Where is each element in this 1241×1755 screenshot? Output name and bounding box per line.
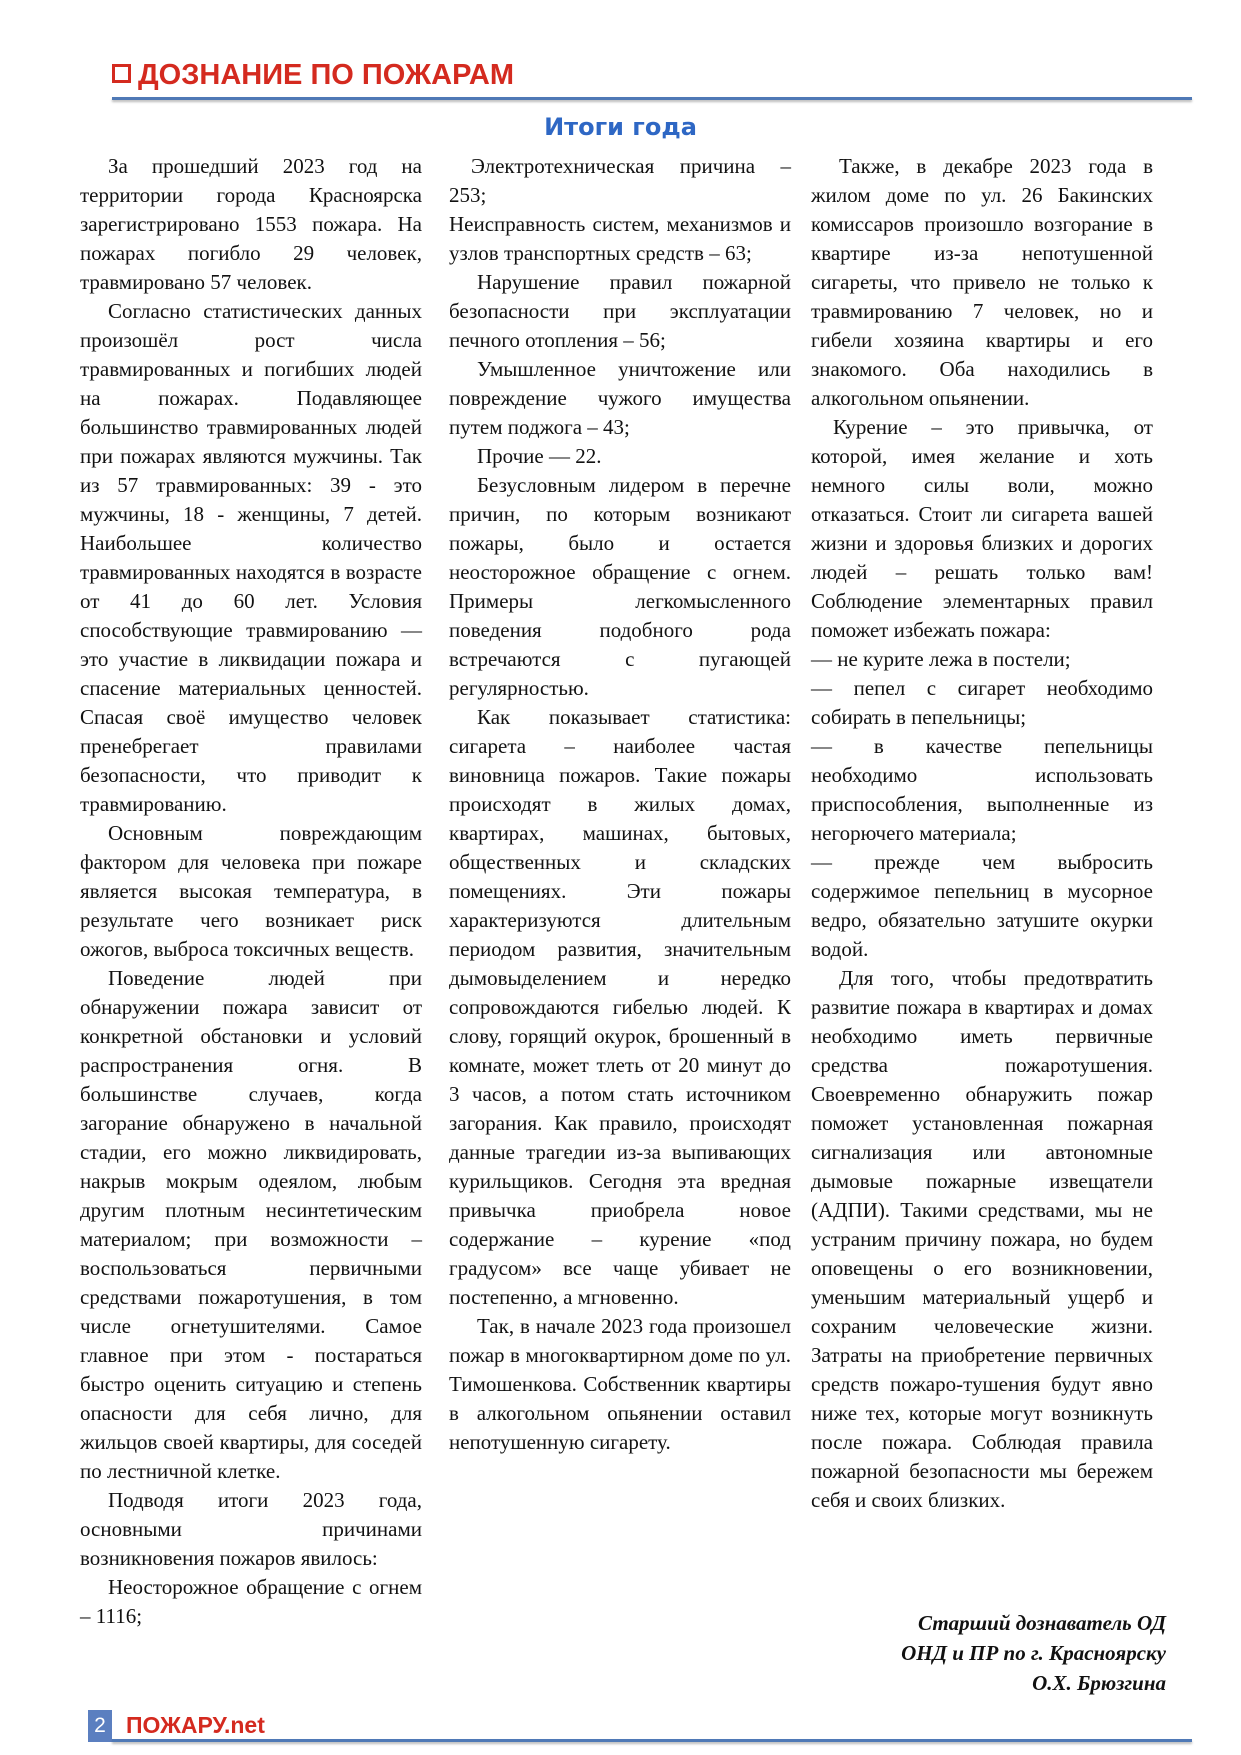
safety-rule-item: — не курите лежа в постели; (811, 647, 1071, 671)
cause-item: Неосторожное обращение с огнем – 1116; (80, 1575, 422, 1628)
cause-item: Электротехническая причина – 253; (449, 154, 791, 207)
section-header (112, 56, 514, 94)
cause-item: Умышленное уничтожение или повреждение чужого имущества путем поджога – 43; (449, 357, 791, 439)
text-column-1 (80, 152, 422, 1631)
paragraph: Как показывает статистика: сигарета – наиболее частая виновница пожаров. Такие пожары происходят в жилых домах, квартирах, машинах, бытовых, общественных и складских помещениях. Эти пожары характеризуются длительным периодом развития, значительным дымовыделением и нередко сопровождаются гибелью людей. К слову, горящий окурок, брошенный в комнате, может тлеть от 20 минут до 3 часов, а потом стать источником загорания. Как правило, происходят данные трагедии из-за выпивающих курильщиков. Сегодня эта вредная привычка приобрела новое содержание – курение «под градусом» все чаще убивает не постепенно, а мгновенно. (449, 705, 791, 1309)
text-column-3 (811, 152, 1153, 1515)
section-title: ДОЗНАНИЕ ПО ПОЖАРАМ (138, 59, 514, 91)
safety-rule-item: — пепел с сигарет необходимо собирать в пепельницы; (811, 676, 1153, 729)
page-number: 2 (88, 1710, 112, 1742)
checkbox-icon (112, 64, 131, 83)
cause-item: Прочие — 22. (477, 444, 602, 468)
safety-rule-item: — прежде чем выбросить содержимое пепельниц в мусорное ведро, обязательно затушите окурки водой. (811, 850, 1153, 961)
magazine-brand: ПОЖАРУ.net (126, 1712, 265, 1738)
paragraph: Так, в начале 2023 года произошел пожар в многоквартирном доме по ул. Тимошенкова. Собственник квартиры в алкогольном опьянении оставил непотушенную сигарету. (449, 1314, 791, 1454)
paragraph: Также, в декабре 2023 года в жилом доме по ул. 26 Бакинских комиссаров произошло возгорание в квартире из-за непотушенной сигареты, что привело не только к травмированию 7 человек, но и гибели хозяина квартиры и его знакомого. Оба находились в алкогольном опьянении. (811, 154, 1153, 410)
signature-name: О.Х. Брюзгина (1032, 1671, 1166, 1695)
safety-rule-item: — в качестве пепельницы необходимо использовать приспособления, выполненные из негорючего материала; (811, 734, 1153, 845)
paragraph: Подводя итоги 2023 года, основными причинами возникновения пожаров явилось: (80, 1488, 422, 1570)
header-divider (112, 97, 1192, 100)
author-signature (766, 1608, 1166, 1698)
paragraph: Основным повреждающим фактором для человека при пожаре является высокая температура, в результате чего возникает риск ожогов, выброса токсичных веществ. (80, 821, 422, 961)
cause-item: Неисправность систем, механизмов и узлов транспортных средств – 63; (449, 212, 791, 265)
signature-position: Старший дознаватель ОД (918, 1611, 1166, 1635)
article-title: Итоги года (544, 113, 697, 141)
paragraph: Для того, чтобы предотвратить развитие пожара в квартирах и домах необходимо иметь первичные средства пожаротушения. Своевременно обнаружить пожар поможет установленная пожарная сигнализация или автономные дымовые пожарные извещатели (АДПИ). Такими средствами, мы не устраним причину пожара, но будем оповещены о его возникновении, уменьшим материальный ущерб и сохраним человеческие жизни. Затраты на приобретение первичных средств пожаро-тушения будут явно ниже тех, которые могут возникнуть после пожара. Соблюдая правила пожарной безопасности мы бережем себя и своих близких. (811, 966, 1153, 1512)
paragraph: За прошедший 2023 год на территории города Красноярска зарегистрировано 1553 пожара. На пожарах погибло 29 человек, травмировано 57 человек. (80, 154, 422, 294)
signature-department: ОНД и ПР по г. Красноярску (901, 1641, 1166, 1665)
paragraph: Поведение людей при обнаружении пожара зависит от конкретной обстановки и условий распространения огня. В большинстве случаев, когда загорание обнаружено в начальной стадии, его можно ликвидировать, накрыв мокрым одеялом, любым другим плотным несинтетическим материалом; при возможности – воспользоваться первичными средствами пожаротушения, в том числе огнетушителями. Самое главное при этом - постараться быстро оценить ситуацию и степень опасности для себя лично, для жильцов своей квартиры, для соседей по лестничной клетке. (80, 966, 422, 1483)
footer-divider (112, 1739, 1192, 1742)
cause-item: Нарушение правил пожарной безопасности при эксплуатации печного отопления – 56; (449, 270, 791, 352)
paragraph: Согласно статистических данных произошёл рост числа травмированных и погибших людей на пожарах. Подавляющее большинство травмированных людей при пожарах являются мужчины. Так из 57 травмированных: 39 - это мужчины, 18 - женщины, 7 детей. Наибольшее количество травмированных находятся в возрасте от 41 до 60 лет. Условия способствующие травмированию — это участие в ликвидации пожара и спасение материальных ценностей. Спасая своё имущество человек пренебрегает правилами безопасности, что приводит к травмированию. (80, 299, 422, 816)
text-column-2 (449, 152, 791, 1457)
paragraph: Безусловным лидером в перечне причин, по которым возникают пожары, было и остается неосторожное обращение с огнем. Примеры легкомысленного поведения подобного рода встречаются с пугающей регулярностью. (449, 473, 791, 700)
paragraph: Курение – это привычка, от которой, имея желание и хоть немного силы воли, можно отказаться. Стоит ли сигарета вашей жизни и здоровья близких и дорогих людей – решать только вам! Соблюдение элементарных правил поможет избежать пожара: (811, 415, 1153, 642)
